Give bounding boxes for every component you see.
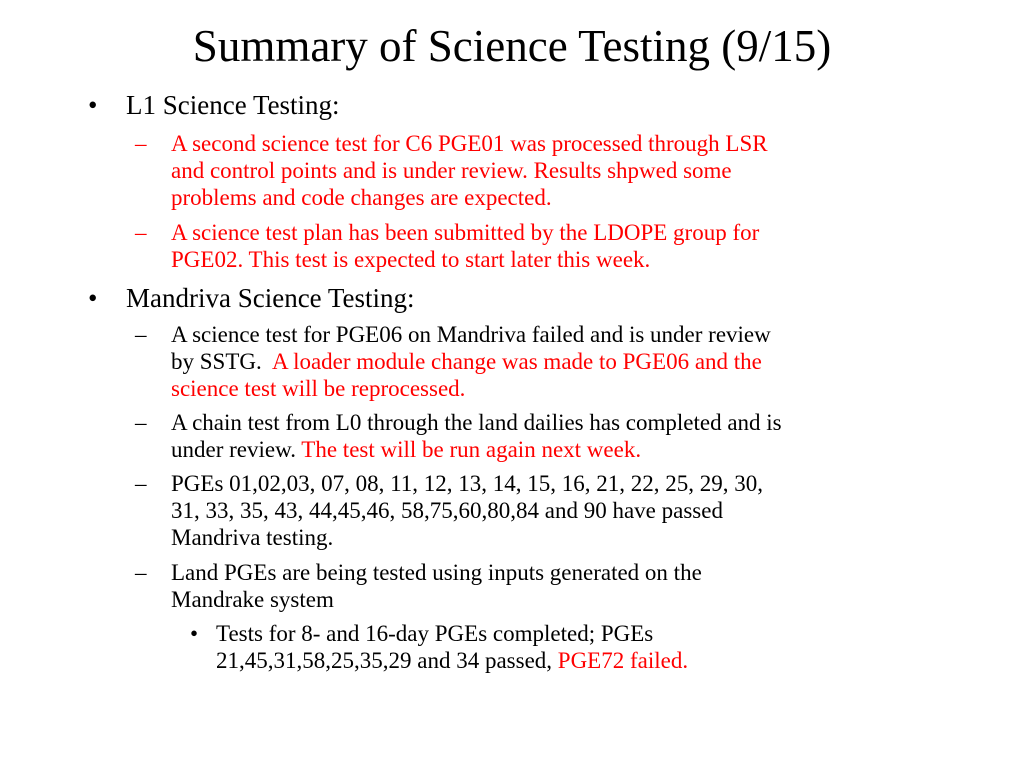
bullet-icon: • (88, 90, 98, 120)
dash-icon: – (135, 322, 147, 347)
l1-heading: L1 Science Testing: (126, 90, 340, 120)
mandriva-item-chain-test-text: A chain test from L0 through the land dailies has completed and is under review. The test will be run again next week. (171, 410, 782, 462)
mandriva-item-passed-pges-text: PGEs 01,02,03, 07, 08, 11, 12, 13, 14, 15, 16, 21, 22, 25, 29, 30, 31, 33, 35, 43, 44,45,46, 58,75,60,80,84 and 90 have passed Mandriva testing. (171, 471, 764, 550)
l1-item-test-plan-text: A science test plan has been submitted by the LDOPE group for PGE02. This test is expected to start later this week. (171, 220, 760, 272)
mandriva-item-land-pges-text: Land PGEs are being tested using inputs generated on the Mandrake system (171, 560, 702, 612)
bullet-icon: • (88, 283, 98, 313)
l1-item-second-test-text: A second science test for C6 PGE01 was processed through LSR and control points and is under review. Results shpwed some problems and code changes are expected. (171, 131, 768, 210)
mandriva-subitem-8-16-day-text: Tests for 8- and 16-day PGEs completed; PGEs 21,45,31,58,25,35,29 and 34 passed, PGE72 failed. (216, 621, 689, 673)
dash-icon: – (135, 560, 147, 585)
dash-icon: – (135, 220, 147, 245)
slide-title: Summary of Science Testing (9/15) (192, 21, 832, 71)
dash-icon: – (135, 131, 147, 156)
dash-icon: – (135, 471, 147, 496)
bullet-icon: • (190, 621, 199, 646)
dash-icon: – (135, 410, 147, 435)
mandriva-heading: Mandriva Science Testing: (126, 283, 415, 313)
mandriva-item-pge06-text: A science test for PGE06 on Mandriva failed and is under review by SSTG. A loader module change was made to PGE06 and the science test will be reprocessed. (171, 322, 771, 401)
